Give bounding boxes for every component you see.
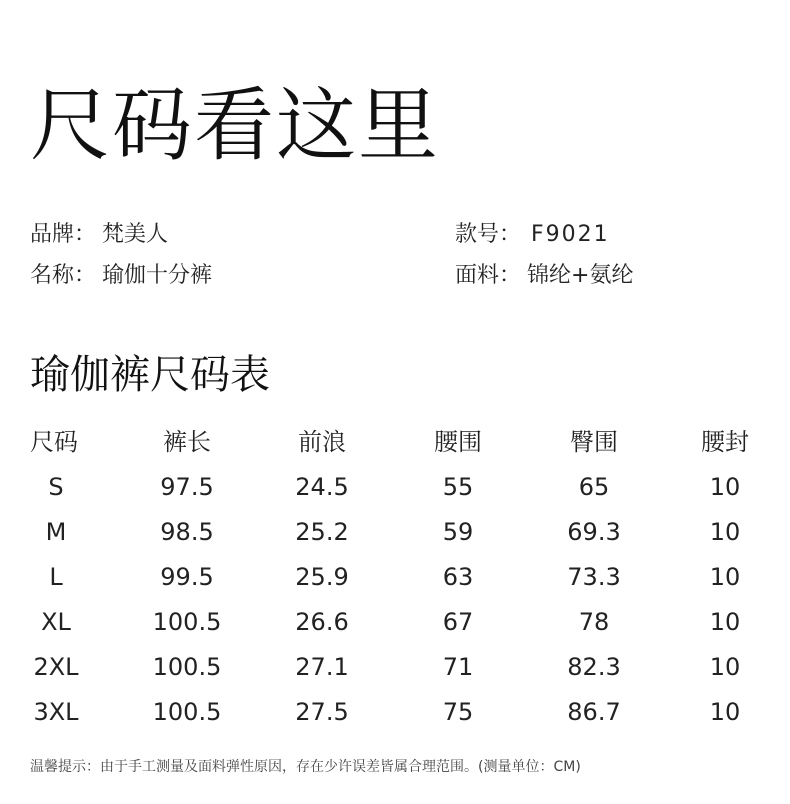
table-row [0, 465, 790, 510]
size-table-title: 瑜伽裤尺码表 [30, 352, 270, 398]
table-header-cell: 裤长 [163, 428, 211, 456]
table-row [0, 690, 790, 735]
table-cell: 98.5 [160, 518, 214, 546]
table-cell: 78 [578, 608, 610, 636]
table-cell: 10 [709, 653, 741, 681]
table-row [0, 555, 790, 600]
table-header-cell: 尺码 [30, 428, 78, 456]
table-cell: 99.5 [160, 563, 214, 591]
table-cell: 100.5 [152, 653, 222, 681]
table-cell: 10 [709, 518, 741, 546]
table-cell: 75 [442, 698, 474, 726]
table-cell: S [48, 473, 64, 501]
info-fabric-value: 锦纶+氨纶 [527, 263, 634, 288]
table-cell: 73.3 [567, 563, 621, 591]
info-brand [30, 220, 168, 250]
info-name [30, 261, 212, 291]
measurement-footnote: 温馨提示：由于手工测量及面料弹性原因，存在少许误差皆属合理范围。(测量单位：CM) [30, 759, 581, 775]
table-cell: 100.5 [152, 698, 222, 726]
table-header-cell: 臀围 [570, 428, 618, 456]
table-row [0, 510, 790, 555]
table-cell: 86.7 [567, 698, 621, 726]
table-cell: M [45, 518, 67, 546]
info-brand-label: 品牌： [30, 222, 97, 247]
table-cell: 97.5 [160, 473, 214, 501]
table-cell: L [49, 563, 63, 591]
info-fabric [455, 261, 633, 291]
table-cell: 10 [709, 608, 741, 636]
info-model-value: F9021 [531, 222, 610, 247]
table-header-cell: 前浪 [298, 428, 346, 456]
table-cell: 67 [442, 608, 474, 636]
table-header-cell: 腰围 [434, 428, 482, 456]
table-cell: 82.3 [567, 653, 621, 681]
table-row [0, 645, 790, 690]
table-cell: 65 [578, 473, 610, 501]
table-header-cell: 腰封 [701, 428, 749, 456]
size-table [0, 420, 790, 735]
table-cell: 71 [442, 653, 474, 681]
table-cell: 27.1 [295, 653, 349, 681]
info-name-label: 名称： [30, 263, 97, 288]
table-cell: 25.2 [295, 518, 349, 546]
table-cell: 26.6 [295, 608, 349, 636]
table-cell: 100.5 [152, 608, 222, 636]
info-brand-value: 梵美人 [102, 222, 169, 247]
table-row [0, 600, 790, 645]
table-cell: 10 [709, 698, 741, 726]
info-model [455, 220, 610, 250]
info-name-value: 瑜伽十分裤 [102, 263, 213, 288]
table-cell: 69.3 [567, 518, 621, 546]
table-cell: XL [41, 608, 71, 636]
table-cell: 63 [442, 563, 474, 591]
table-cell: 27.5 [295, 698, 349, 726]
info-model-label: 款号： [455, 222, 522, 247]
table-cell: 24.5 [295, 473, 349, 501]
table-cell: 2XL [33, 653, 79, 681]
table-cell: 10 [709, 473, 741, 501]
table-cell: 55 [442, 473, 474, 501]
page-title: 尺码看这里 [30, 79, 440, 172]
table-cell: 25.9 [295, 563, 349, 591]
table-cell: 59 [442, 518, 474, 546]
table-header-row [0, 420, 790, 465]
info-fabric-label: 面料： [455, 263, 522, 288]
table-cell: 10 [709, 563, 741, 591]
table-cell: 3XL [33, 698, 79, 726]
